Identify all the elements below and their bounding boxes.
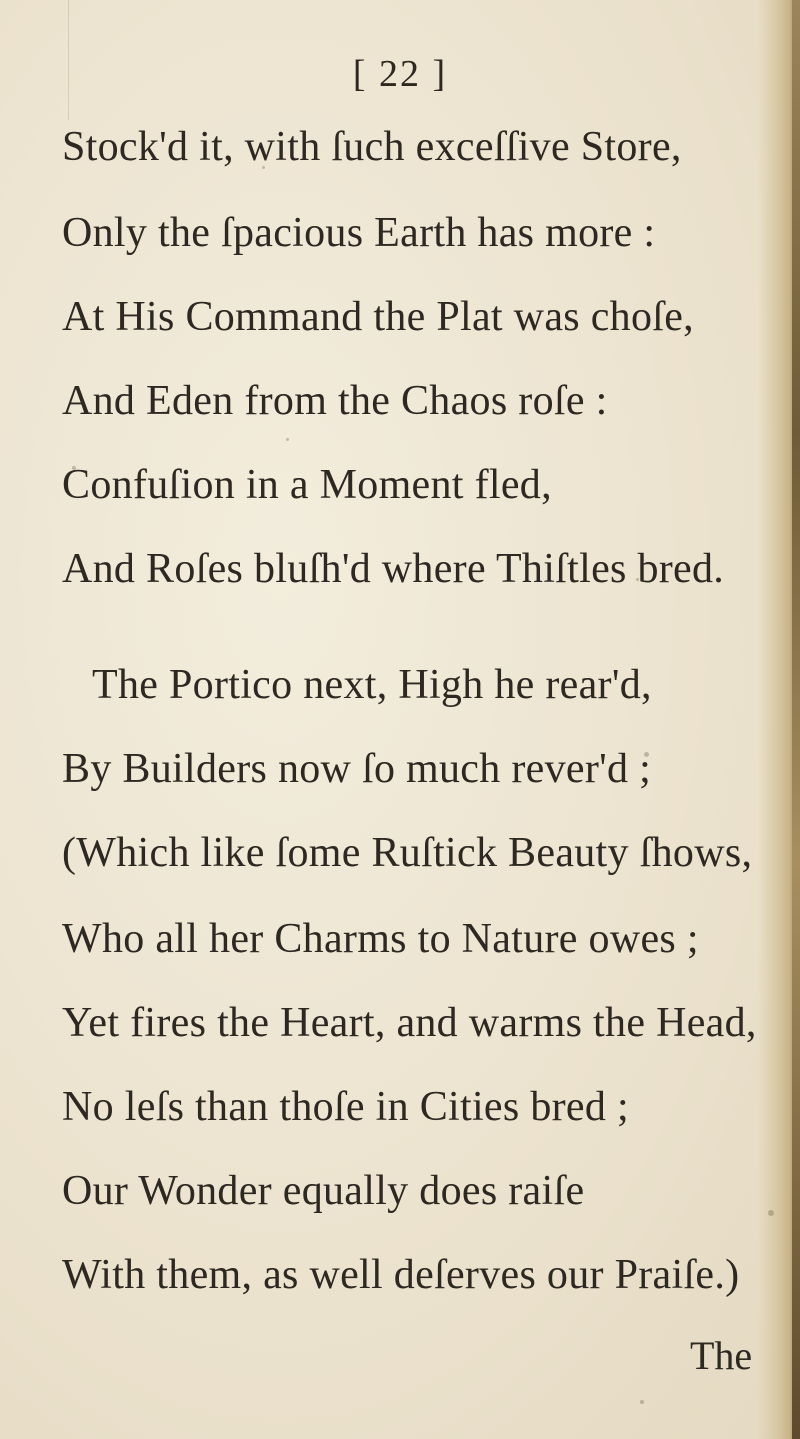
verse-line [62,464,552,506]
verse-line-text: Yet fires the Heart, and warms the Head, [62,1000,757,1046]
verse-line [62,126,682,168]
verse-line [62,1170,584,1212]
verse-line-text: With them, as well deſerves our Praiſe.) [62,1252,740,1298]
verse-line [62,1254,739,1296]
verse-line-text: The Portico next, High he rear'd, [92,662,652,708]
verse-line-text: And Eden from the Chaos roſe : [62,378,608,424]
verse-line-text: No leſs than thoſe in Cities bred ; [62,1084,629,1130]
verse-line-text: At His Command the Plat was choſe, [62,294,694,340]
verse-line [62,296,694,338]
verse-line [92,664,652,706]
verse-line [62,1002,757,1044]
page-edge-dark [792,0,800,1439]
paper-speck [640,1400,644,1404]
verse-line [62,832,752,874]
verse-line-text: Only the ſpacious Earth has more : [62,210,656,256]
catchword: The [690,1333,753,1378]
paper-speck [286,438,289,441]
verse-line [62,380,608,422]
verse-line-text: Who all her Charms to Nature owes ; [62,916,699,962]
verse-line-text: Confuſion in a Moment fled, [62,462,552,508]
verse-line [62,1086,629,1128]
paper-speck [768,1210,774,1216]
verse-line-text: And Roſes bluſh'd where Thiſtles bred. [62,546,725,592]
verse-line-text: Stock'd it, with ſuch exceſſive Store, [62,124,682,170]
page-number: [ 22 ] [352,53,448,95]
verse-line [62,548,724,590]
verse-line-text: Our Wonder equally does raiſe [62,1168,585,1214]
verse-line [62,748,651,790]
verse-line-text: (Which like ſome Ruſtick Beauty ſhows, [62,830,753,876]
verse-line [62,918,699,960]
verse-line [62,212,655,254]
verse-line-text: By Builders now ſo much rever'd ; [62,746,652,792]
